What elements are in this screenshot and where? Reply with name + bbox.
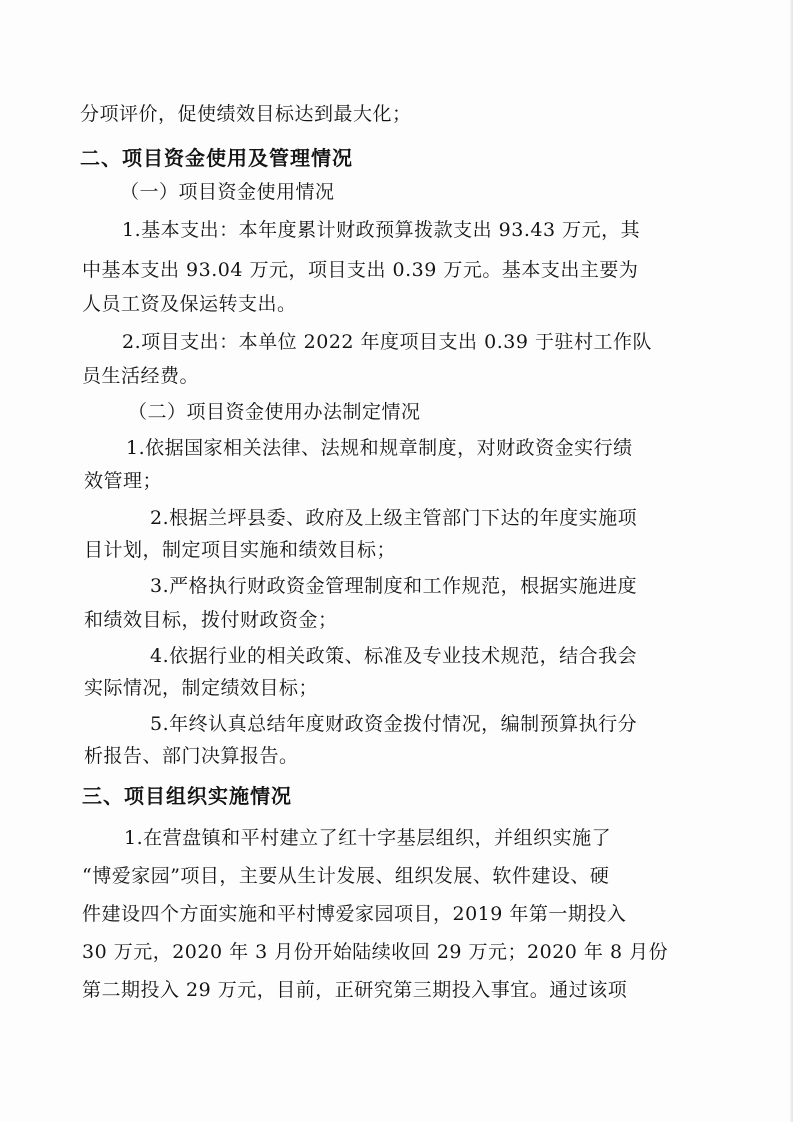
text-line: 2.项目支出：本单位 2022 年度项目支出 0.39 于驻村工作队	[122, 331, 652, 353]
text-line: 4.依据行业的相关政策、标准及专业技术规范，结合我会	[150, 645, 638, 667]
text-line: 析报告、部门决算报告。	[84, 745, 299, 767]
text-line: 件建设四个方面实施和平村博爱家园项目，2019 年第一期投入	[82, 903, 627, 925]
text-line: 5.年终认真总结年度财政资金拨付情况，编制预算执行分	[150, 713, 638, 735]
text-line: 1.基本支出：本年度累计财政预算拨款支出 93.43 万元，其	[122, 219, 641, 241]
text-line: 中基本支出 93.04 万元，项目支出 0.39 万元。基本支出主要为	[82, 259, 639, 281]
text-line: 和绩效目标，拨付财政资金；	[84, 609, 338, 631]
text-line: 1.依据国家相关法律、法规和规章制度，对财政资金实行绩	[126, 437, 633, 459]
text-line: 2.根据兰坪县委、政府及上级主管部门下达的年度实施项	[150, 507, 638, 529]
text-line: 员生活经费。	[82, 365, 200, 387]
subsection-heading: （二）项目资金使用办法制定情况	[128, 401, 421, 423]
subsection-heading: （一）项目资金使用情况	[120, 181, 335, 203]
text-line: 效管理；	[84, 470, 163, 492]
text-line: 第二期投入 29 万元，目前，正研究第三期投入事宜。通过该项	[82, 979, 628, 1001]
text-line: 3.严格执行财政资金管理制度和工作规范，根据实施进度	[150, 575, 638, 597]
section-heading: 三、项目组织实施情况	[82, 784, 292, 808]
text-line: 30 万元，2020 年 3 月份开始陆续收回 29 万元；2020 年 8 月份	[82, 941, 669, 963]
text-line: 实际情况，制定绩效目标；	[84, 677, 319, 699]
text-line: 分项评价，促使绩效目标达到最大化；	[80, 103, 412, 125]
text-line: 人员工资及保运转支出。	[82, 293, 297, 315]
section-heading: 二、项目资金使用及管理情况	[80, 146, 353, 170]
text-line: 1.在营盘镇和平村建立了红十字基层组织，并组织实施了	[124, 827, 612, 849]
text-line: “博爱家园”项目，主要从生计发展、组织发展、软件建设、硬	[82, 865, 610, 887]
text-line: 目计划，制定项目实施和绩效目标；	[84, 539, 397, 561]
